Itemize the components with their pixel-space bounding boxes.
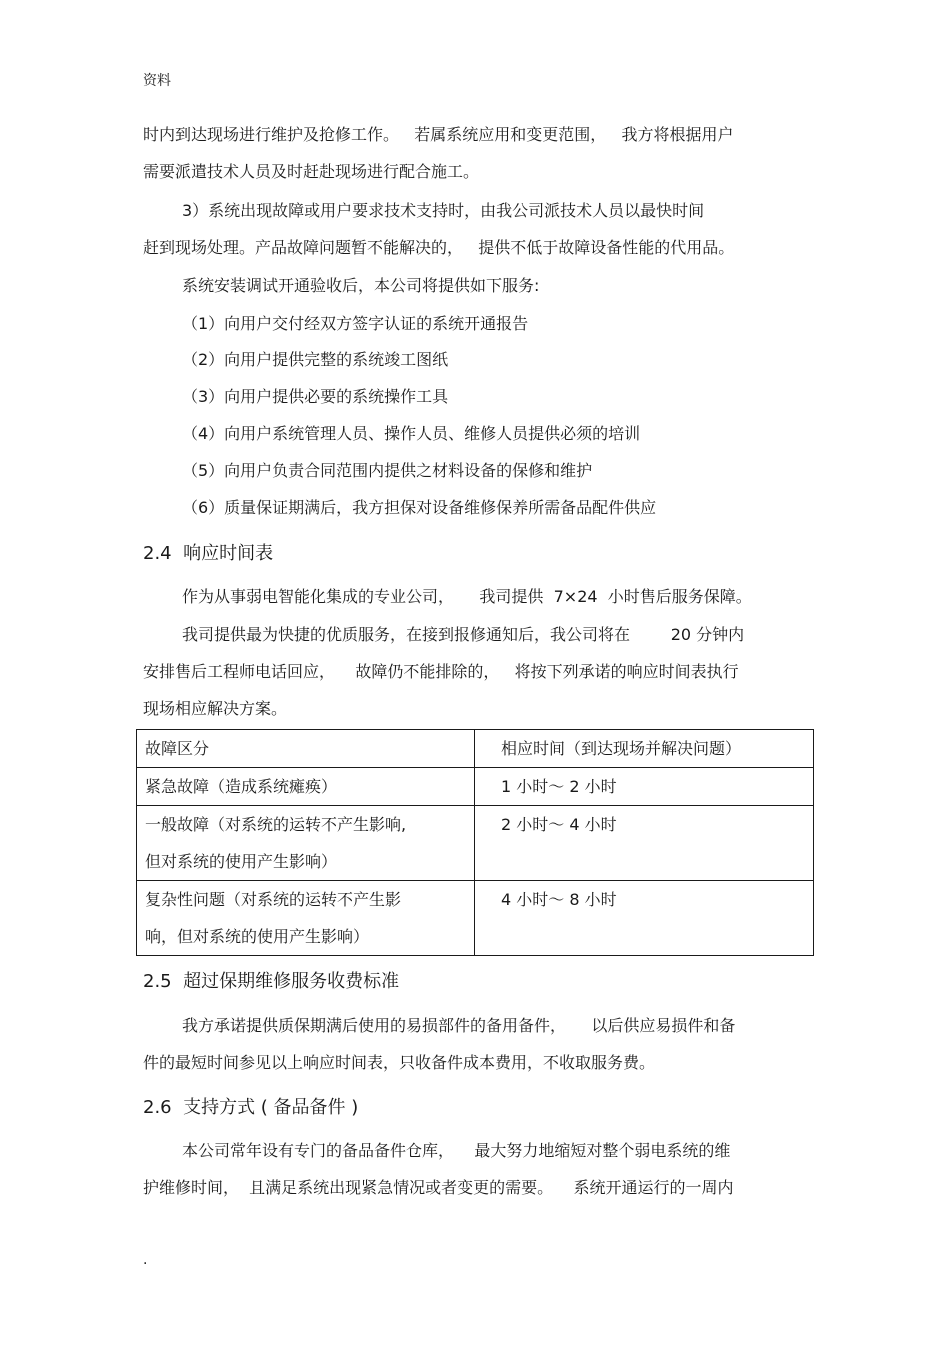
paragraph-line: 件的最短时间参见以上响应时间表，只收备件成本费用，不收取服务费。	[143, 1053, 656, 1072]
service-item: （5）向用户负责合同范围内提供之材料设备的保修和维护	[182, 461, 593, 480]
page-header: 资料	[143, 73, 171, 89]
response-time-cell: 1 小时～ 2 小时	[475, 768, 814, 806]
table-row	[137, 881, 814, 956]
table-header-cell: 故障区分	[137, 730, 475, 768]
fault-type-text: 响，但对系统的使用产生影响）	[145, 927, 370, 946]
table-row	[137, 806, 814, 881]
service-item: （4）向用户系统管理人员、操作人员、维修人员提供必须的培训	[182, 424, 641, 443]
table-row	[137, 768, 814, 806]
paragraph-line: 系统安装调试开通验收后，本公司将提供如下服务:	[182, 276, 540, 295]
response-time-cell: 4 小时～ 8 小时	[475, 881, 814, 956]
response-time-table	[136, 729, 814, 956]
paragraph-line: 我司提供最为快捷的优质服务，在接到报修通知后，我公司将在 20 分钟内	[182, 625, 745, 644]
fault-type-text: 一般故障（对系统的运转不产生影响,	[145, 815, 407, 834]
service-item: （3）向用户提供必要的系统操作工具	[182, 387, 449, 406]
paragraph-line: 我方承诺提供质保期满后使用的易损部件的备用备件， 以后供应易损件和备	[182, 1016, 736, 1035]
paragraph-line: 3）系统出现故障或用户要求技术支持时，由我公司派技术人员以最快时间	[182, 201, 705, 220]
section-heading: 2.6 支持方式 ( 备品备件 )	[143, 1097, 359, 1118]
service-item: （1）向用户交付经双方签字认证的系统开通报告	[182, 314, 529, 333]
fault-type-cell	[137, 806, 475, 881]
paragraph-line: 安排售后工程师电话回应， 故障仍不能排除的， 将按下列承诺的响应时间表执行	[143, 662, 739, 681]
service-item: （6）质量保证期满后，我方担保对设备维修保养所需备品配件供应	[182, 498, 657, 517]
paragraph-line: 时内到达现场进行维护及抢修工作。 若属系统应用和变更范围， 我方将根据用户	[143, 125, 734, 144]
fault-type-text: 复杂性问题（对系统的运转不产生影	[145, 890, 402, 909]
paragraph-line: 作为从事弱电智能化集成的专业公司， 我司提供 7×24 小时售后服务保障。	[182, 587, 752, 606]
section-heading: 2.5 超过保期维修服务收费标准	[143, 971, 400, 992]
section-heading: 2.4 响应时间表	[143, 543, 274, 564]
page-footer-mark: .	[143, 1252, 148, 1268]
paragraph-line: 现场相应解决方案。	[143, 699, 288, 718]
fault-type-text: 但对系统的使用产生影响）	[145, 852, 338, 871]
table-header-row	[137, 730, 814, 768]
fault-type-text: 紧急故障（造成系统瘫痪）	[145, 777, 338, 796]
service-item: （2）向用户提供完整的系统竣工图纸	[182, 350, 449, 369]
table-header-cell: 相应时间（到达现场并解决问题）	[475, 730, 814, 768]
paragraph-line: 需要派遣技术人员及时赶赴现场进行配合施工。	[143, 162, 480, 181]
paragraph-line: 赶到现场处理。产品故障问题暂不能解决的， 提供不低于故障设备性能的代用品。	[143, 238, 735, 257]
paragraph-line: 本公司常年设有专门的备品备件仓库， 最大努力地缩短对整个弱电系统的维	[182, 1141, 731, 1160]
fault-type-cell	[137, 881, 475, 956]
fault-type-cell	[137, 768, 475, 806]
response-time-cell: 2 小时～ 4 小时	[475, 806, 814, 881]
paragraph-line: 护维修时间， 且满足系统出现紧急情况或者变更的需要。 系统开通运行的一周内	[143, 1178, 734, 1197]
